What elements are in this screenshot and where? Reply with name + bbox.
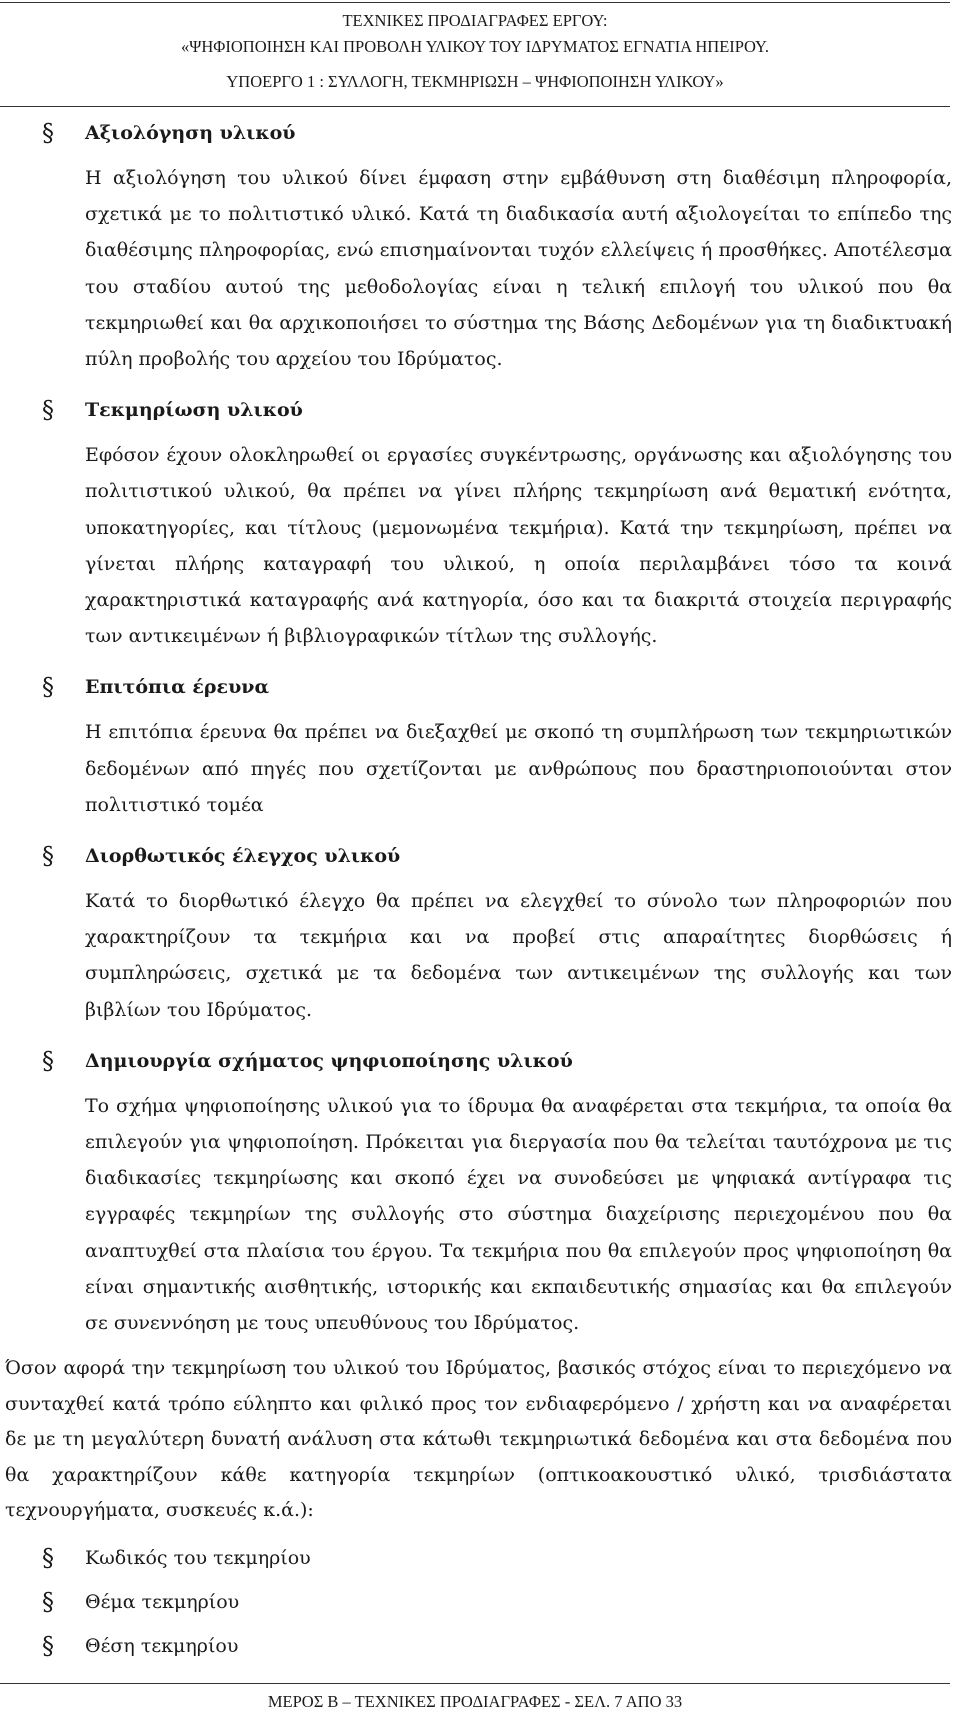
section-body: Η αξιολόγηση του υλικού δίνει έμφαση στην εμβάθυνση στη διαθέσιμη πληροφορία, σχετικά με το πολιτιστικό υλικό. Κατά τη διαδικασία αυτή αξιολογείται το επίπεδο της διαθέσιμης πληροφορίας, ενώ επισημαίνονται τυχόν ελλείψεις ή προσθήκες. Αποτέλεσμα του σταδίου αυτού της μεθοδολογίας είναι η τελική επιλογή του υλικού που θα τεκμηριωθεί και θα αρχικοποιήσει το σύστημα της Βάσης Δεδομένων για τη διαδικτυακή πύλη προβολής του αρχείου του Ιδρύματος.	[85, 167, 952, 371]
section-body: Εφόσον έχουν ολοκληρωθεί οι εργασίες συγκέντρωσης, οργάνωσης και αξιολόγησης του πολιτιστικού υλικού, θα πρέπει να γίνει πλήρης τεκμηρίωση ανά θεματική ενότητα, υποκατηγορίες, και τίτλους (μεμονωμένα τεκμήρια). Κατά την τεκμηρίωση, πρέπει να γίνεται πλήρης καταγραφή του υλικού, η οποία περιλαμβάνει τόσο τα κοινά χαρακτηριστικά καταγραφής ανά κατηγορία, όσο και τα διακριτά στοιχεία περιγραφής των αντικειμένων ή βιβλιογραφικών τίτλων της συλλογής.	[85, 444, 952, 648]
section-evaluation	[0, 118, 952, 377]
section-field-research	[0, 672, 952, 823]
header-line-1: ΤΕΧΝΙΚΕΣ ΠΡΟΔΙΑΓΡΑΦΕΣ ΕΡΓΟΥ:	[342, 11, 608, 30]
section-bullet-icon: §	[42, 119, 54, 147]
header-line-2: «ΨΗΦΙΟΠΟΙΗΣΗ ΚΑΙ ΠΡΟΒΟΛΗ ΥΛΙΚΟΥ ΤΟΥ ΙΔΡΥΜΑΤΟΣ ΕΓΝΑΤΙΑ ΗΠΕΙΡΟΥ.	[180, 37, 770, 56]
list-bullet-icon: §	[42, 1587, 54, 1616]
list-bullet-icon: §	[42, 1543, 54, 1572]
section-bullet-icon: §	[42, 673, 54, 702]
list-item-label: Θέμα τεκμηρίου	[85, 1590, 240, 1613]
section-documentation	[0, 395, 952, 654]
section-title: Δημιουργία σχήματος ψηφιοποίησης υλικού	[85, 1049, 573, 1072]
list-item-label: Κωδικός του τεκμηρίου	[85, 1546, 311, 1569]
section-title: Επιτόπια έρευνα	[85, 676, 270, 699]
documentation-fields-list	[0, 1543, 952, 1675]
section-body: Η επιτόπια έρευνα θα πρέπει να διεξαχθεί με σκοπό τη συμπλήρωση των τεκμηριωτικών δεδομένων από πηγές που σχετίζονται με ανθρώπους που δραστηριοποιούνται στον πολιτιστικό τομέα	[85, 721, 952, 816]
document-body	[0, 118, 952, 1675]
section-proofreading	[0, 841, 952, 1028]
section-body: Κατά το διορθωτικό έλεγχο θα πρέπει να ελεγχθεί το σύνολο των πληροφοριών που χαρακτηρίζουν τα τεκμήρια και να προβεί στις απαραίτητες διορθώσεις ή συμπληρώσεις, σχετικά με τα δεδομένα των αντικειμένων της συλλογής και των βιβλίων του Ιδρύματος.	[85, 890, 952, 1021]
section-bullet-icon: §	[42, 842, 54, 871]
list-item	[0, 1543, 952, 1587]
section-digitization-scheme	[0, 1046, 952, 1341]
section-bullet-icon: §	[42, 1046, 54, 1075]
section-body: Το σχήμα ψηφιοποίησης υλικού για το ίδρυμα θα αναφέρεται στα τεκμήρια, τα οποία θα επιλεγούν για ψηφιοποίηση. Πρόκειται για διεργασία που θα τελείται ταυτόχρονα με τις διαδικασίες τεκμηρίωσης και σκοπό έχει να συνοδεύσει με ψηφιακά αντίγραφα τις εγγραφές τεκμηρίων της συλλογής στο σύστημα διαχείρισης περιεχομένου που θα αναπτυχθεί στα πλαίσια του έργου. Τα τεκμήρια που θα επιλεγούν προς ψηφιοποίηση θα είναι σημαντικής αισθητικής, ιστορικής και εκπαιδευτικής σημασίας και θα επιλεγούν σε συνεννόηση με τους υπευθύνους του Ιδρύματος.	[85, 1094, 952, 1335]
header-line-3: ΥΠΟΕΡΓΟ 1 : ΣΥΛΛΟΓΗ, ΤΕΚΜΗΡΙΩΣΗ – ΨΗΦΙΟΠΟΙΗΣΗ ΥΛΙΚΟΥ»	[226, 72, 724, 91]
list-item-label: Θέση τεκμηρίου	[85, 1634, 239, 1657]
section-title: Τεκμηρίωση υλικού	[85, 399, 303, 422]
list-bullet-icon: §	[42, 1631, 54, 1660]
section-bullet-icon: §	[42, 396, 54, 425]
list-item	[0, 1587, 952, 1631]
header-bottom-rule	[0, 106, 950, 107]
footer-rule	[0, 1683, 950, 1684]
summary-paragraph: Όσον αφορά την τεκμηρίωση του υλικού του Ιδρύματος, βασικός στόχος είναι το περιεχόμενο να συνταχθεί κατά τρόπο εύληπτο και φιλικό προς τον ενδιαφερόμενο / χρήστη και να αναφέρεται δε με τη μεγαλύτερη δυνατή ανάλυση στα κάτωθι τεκμηριωτικά δεδομένα και στα δεδομένα που θα χαρακτηρίζουν κάθε κατηγορία τεκμηρίων (οπτικοακουστικό υλικό, τρισδιάστατα τεχνουργήματα, συσκευές κ.ά.):	[5, 1357, 952, 1522]
header-top-rule	[0, 2, 950, 3]
section-title: Αξιολόγηση υλικού	[85, 122, 296, 144]
page-footer: ΜΕΡΟΣ Β – ΤΕΧΝΙΚΕΣ ΠΡΟΔΙΑΓΡΑΦΕΣ - ΣΕΛ. 7 ΑΠΟ 33	[267, 1692, 683, 1711]
section-title: Διορθωτικός έλεγχος υλικού	[85, 845, 401, 868]
page-header	[0, 8, 950, 95]
list-item	[0, 1631, 952, 1675]
